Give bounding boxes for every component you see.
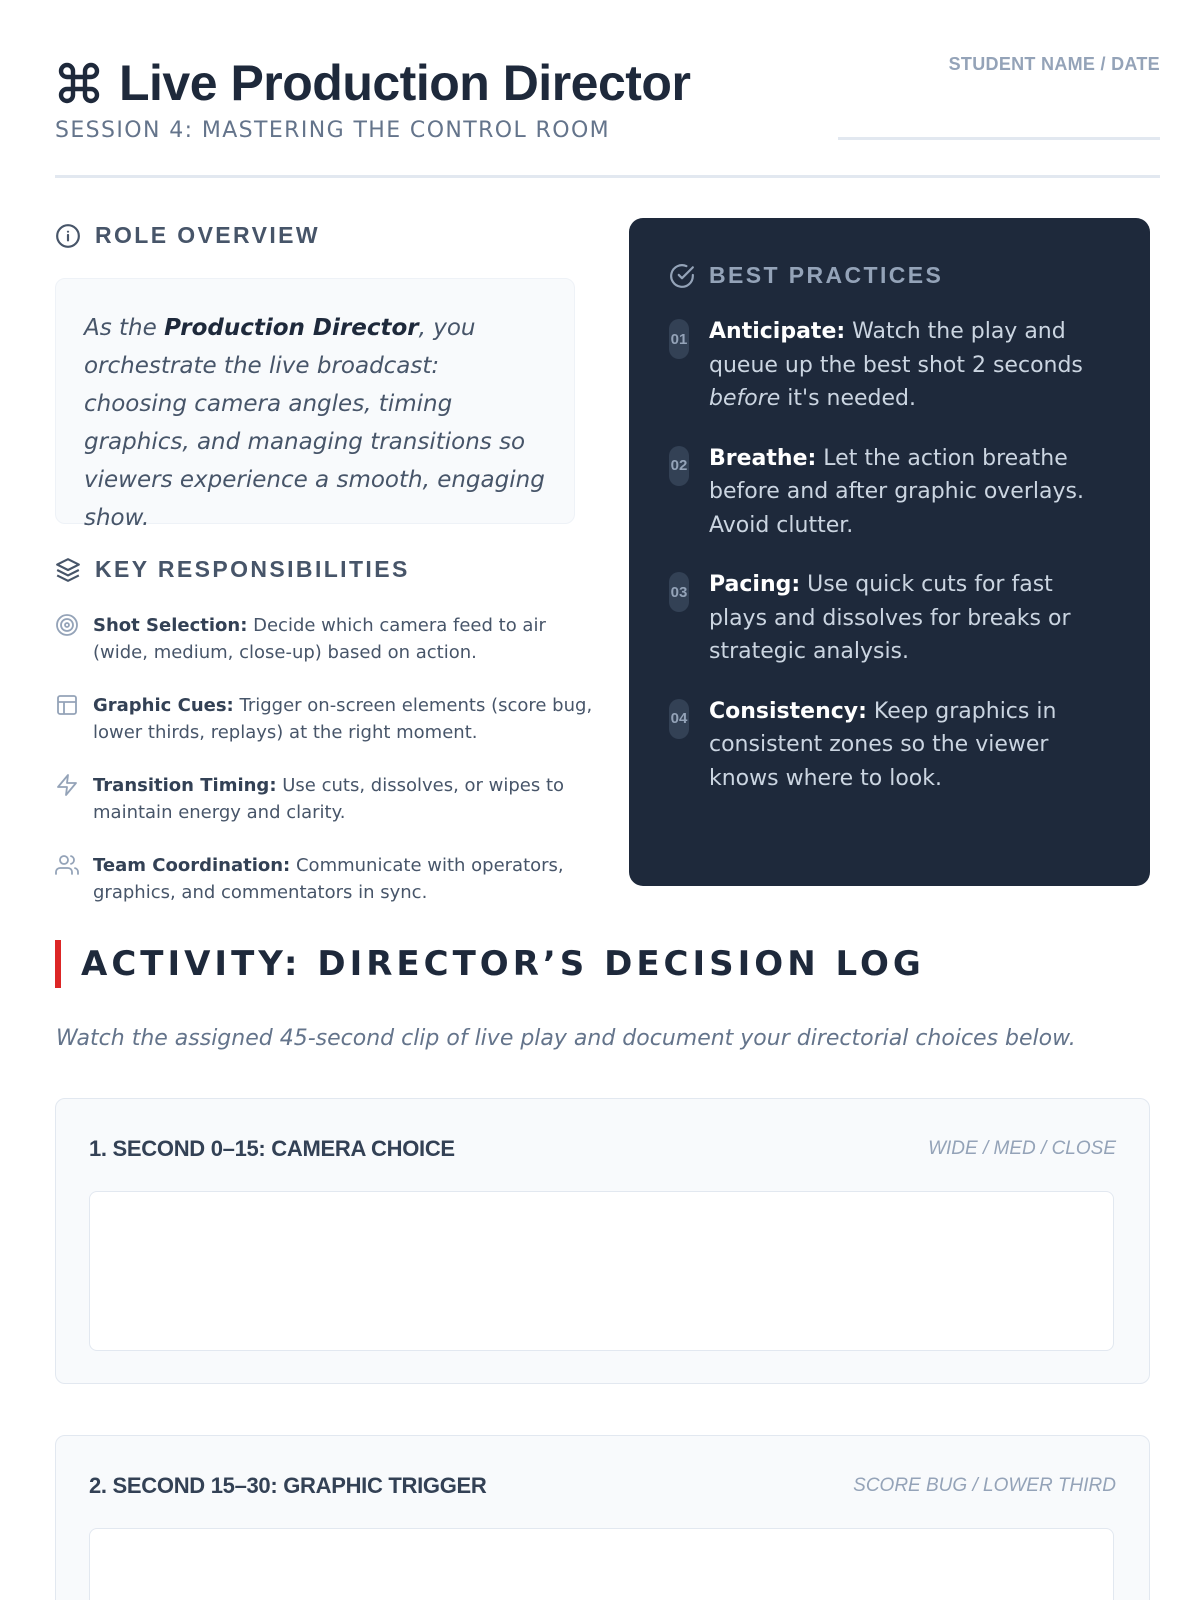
step-number-badge: 03: [669, 572, 689, 612]
question-card: [55, 1098, 1150, 1384]
section-title: KEY RESPONSIBILITIES: [95, 556, 410, 582]
question-hint: SCORE BUG / LOWER THIRD: [853, 1475, 1116, 1496]
answer-box[interactable]: [89, 1191, 1114, 1351]
activity-accent-bar: [55, 940, 61, 988]
layout-icon: [55, 693, 79, 717]
key-responsibilities-heading: [55, 556, 410, 583]
role-name: Production Director: [164, 315, 419, 341]
student-name-label: STUDENT NAME / DATE: [948, 54, 1160, 74]
answer-box[interactable]: [89, 1528, 1114, 1600]
best-practices-heading: [669, 262, 1110, 289]
role-overview-card: [55, 278, 575, 531]
check-circle-icon: [669, 263, 695, 289]
step-number-badge: 01: [669, 319, 689, 359]
list-item: [55, 692, 595, 746]
question-label: 1. SECOND 0–15: CAMERA CHOICE: [89, 1136, 455, 1161]
responsibility-text: Team Coordination: Communicate with operators, graphics, and commentators in sync.: [93, 855, 564, 903]
activity-title: ACTIVITY: DIRECTOR’S DECISION LOG: [81, 944, 925, 984]
role-overview-text: As the Production Director, you orchestrate the live broadcast: choosing camera angles, timing graphics, and managing transitions so viewers experience a smooth, engaging show.: [84, 315, 545, 531]
responsibility-text: Transition Timing: Use cuts, dissolves, or wipes to maintain energy and clarity.: [93, 775, 565, 823]
responsibility-text: Shot Selection: Decide which camera feed to air (wide, medium, close-up) based on action.: [93, 615, 546, 663]
list-item: [669, 695, 1110, 796]
role-overview-heading: [55, 222, 320, 249]
target-icon: [55, 613, 79, 637]
list-item: [55, 852, 595, 906]
question-card: [55, 1435, 1150, 1600]
layers-icon: [55, 557, 81, 583]
practice-text: Breathe: Let the action breathe before and after graphic overlays. Avoid clutter.: [709, 445, 1084, 538]
info-icon: [55, 223, 81, 249]
activity-instructions: Watch the assigned 45-second clip of live play and document your directorial choices below.: [56, 1026, 1076, 1051]
command-icon: [55, 59, 103, 107]
page-subtitle: SESSION 4: MASTERING THE CONTROL ROOM: [55, 118, 611, 143]
practice-text: Consistency: Keep graphics in consistent zones so the viewer knows where to look.: [709, 698, 1057, 791]
question-hint: WIDE / MED / CLOSE: [928, 1138, 1116, 1159]
list-item: [669, 442, 1110, 543]
page-header: [55, 52, 1160, 178]
best-practices-card: [629, 218, 1150, 886]
responsibility-text: Graphic Cues: Trigger on-screen elements (score bug, lower thirds, replays) at the right moment.: [93, 695, 593, 743]
list-item: [669, 315, 1110, 416]
question-label: 2. SECOND 15–30: GRAPHIC TRIGGER: [89, 1473, 487, 1498]
list-item: [669, 568, 1110, 669]
practice-text: Anticipate: Watch the play and queue up the best shot 2 seconds before it's needed.: [709, 319, 1083, 411]
list-item: [55, 612, 595, 666]
users-icon: [55, 853, 79, 877]
practice-text: Pacing: Use quick cuts for fast plays and dissolves for breaks or strategic analysis.: [709, 572, 1071, 664]
responsibilities-list: [55, 612, 595, 932]
page-title: Live Production Director: [119, 55, 691, 111]
lightning-icon: [55, 773, 79, 797]
section-title: ROLE OVERVIEW: [95, 222, 321, 248]
list-item: [55, 772, 595, 826]
section-title: BEST PRACTICES: [709, 262, 944, 288]
student-name-field[interactable]: [838, 54, 1160, 140]
step-number-badge: 04: [669, 699, 689, 739]
step-number-badge: 02: [669, 446, 689, 486]
